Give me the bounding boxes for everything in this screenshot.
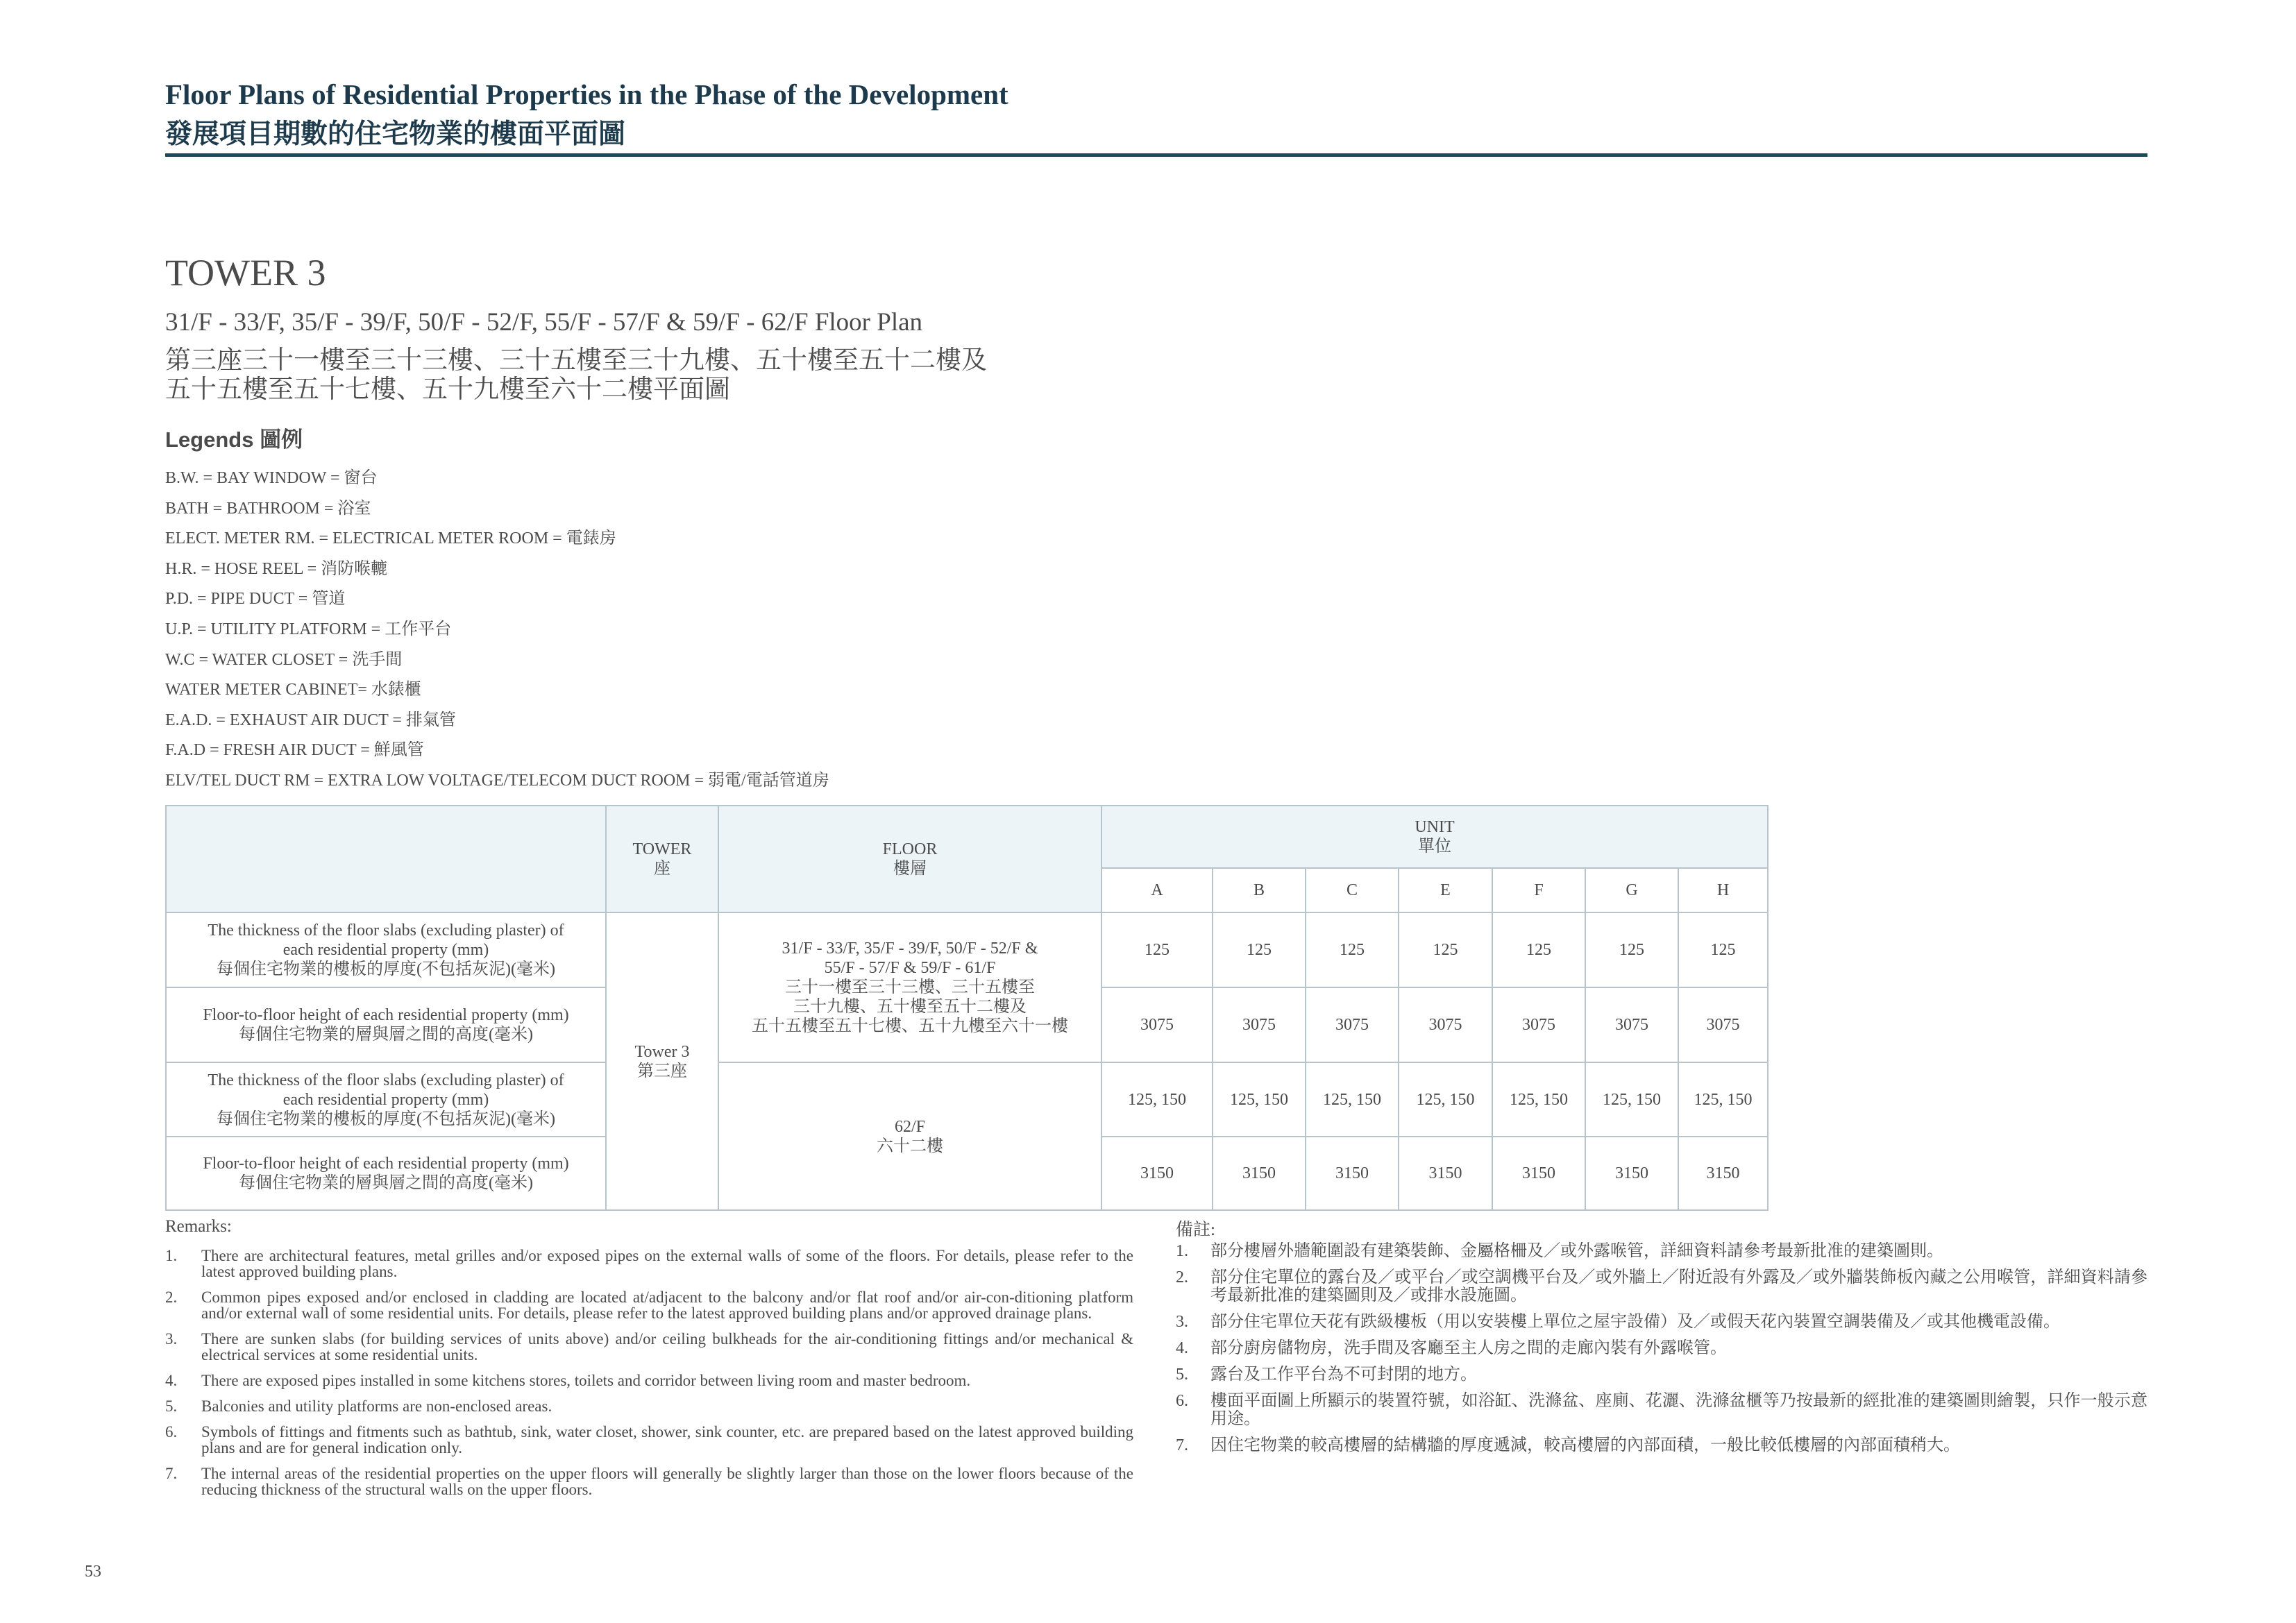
value-cell: 3150 xyxy=(1678,1137,1768,1210)
table-row xyxy=(166,912,1768,987)
unit-col-header: C xyxy=(1306,868,1399,912)
table-row xyxy=(166,1062,1768,1137)
value-cell: 3075 xyxy=(1101,987,1213,1062)
remark-item: 7. 因住宅物業的較高樓層的結構牆的厚度遞減，較高樓層的內部面積，一般比較低樓層的內部面積稍大。 xyxy=(1176,1436,1960,1454)
value-cell: 125 xyxy=(1678,912,1768,987)
remarks-title-zh: 備註: xyxy=(1176,1221,1215,1239)
floor-plan-title-en: 31/F - 33/F, 35/F - 39/F, 50/F - 52/F, 55/F - 57/F & 59/F - 62/F Floor Plan xyxy=(165,308,923,337)
value-cell: 125 xyxy=(1213,912,1306,987)
legend-item: E.A.D. = EXHAUST AIR DUCT = 排氣管 xyxy=(165,711,456,729)
unit-col-header: G xyxy=(1585,868,1678,912)
remarks-title-en: Remarks: xyxy=(165,1217,232,1236)
value-cell: 125, 150 xyxy=(1585,1062,1678,1137)
header-title-en: Floor Plans of Residential Properties in the Phase of the Development xyxy=(165,78,1008,110)
row-label: Floor-to-floor height of each residential property (mm) 每個住宅物業的層與層之間的高度(毫米) xyxy=(166,987,606,1062)
floor-spec-table xyxy=(165,805,1769,1211)
remark-item: 7. The internal areas of the residential properties on the upper floors will generally be slightly larger than those on the lower floors because of the reducing thickness of the structural walls on the upper floors. xyxy=(165,1465,1133,1498)
remark-item: 5. Balconies and utility platforms are non-enclosed areas. xyxy=(165,1397,552,1415)
floor-cell: 31/F - 33/F, 35/F - 39/F, 50/F - 52/F & 55/F - 57/F & 59/F - 61/F 三十一樓至三十三樓、三十五樓至 三十九樓、五十樓至五十二樓及 五十五樓至五十七樓、五十九樓至六十一樓 xyxy=(718,912,1101,1062)
legend-item: W.C = WATER CLOSET = 洗手間 xyxy=(165,650,403,669)
remark-item: 6. 樓面平面圖上所顯示的裝置符號，如浴缸、洗滌盆、座廁、花灑、洗滌盆櫃等乃按最新的經批准的建築圖則繪製，只作一般示意用途。 xyxy=(1176,1392,2147,1428)
value-cell: 125, 150 xyxy=(1101,1062,1213,1137)
remark-item: 4. There are exposed pipes installed in some kitchens stores, toilets and corridor between living room and master bedroom. xyxy=(165,1372,971,1389)
unit-header: UNIT 單位 xyxy=(1101,806,1768,868)
value-cell: 3075 xyxy=(1492,987,1585,1062)
value-cell: 125 xyxy=(1585,912,1678,987)
remark-item: 1. 部分樓層外牆範圍設有建築裝飾、金屬格柵及／或外露喉管，詳細資料請參考最新批准的建築圖則。 xyxy=(1176,1242,1943,1260)
unit-col-header: H xyxy=(1678,868,1768,912)
unit-col-header: A xyxy=(1101,868,1213,912)
floor-plan-title-zh-line1: 第三座三十一樓至三十三樓、三十五樓至三十九樓、五十樓至五十二樓及 xyxy=(165,346,987,375)
remark-item: 3. 部分住宅單位天花有跌級樓板（用以安裝樓上單位之屋宇設備）及／或假天花內裝置空調裝備及／或其他機電設備。 xyxy=(1176,1313,2060,1331)
value-cell: 125, 150 xyxy=(1306,1062,1399,1137)
value-cell: 125, 150 xyxy=(1492,1062,1585,1137)
remark-item: 6. Symbols of fittings and fitments such as bathtub, sink, water closet, shower, sink counter, etc. are prepared based on the latest approved building plans and are for general indication only. xyxy=(165,1423,1133,1456)
remark-item: 1. There are architectural features, metal grilles and/or exposed pipes on the external walls of some of the floors. For details, please refer to the latest approved building plans. xyxy=(165,1247,1133,1280)
row-label: The thickness of the floor slabs (excluding plaster) of each residential property (mm) 每個住宅物業的樓板的厚度(不包括灰泥)(毫米) xyxy=(166,1062,606,1137)
value-cell: 125, 150 xyxy=(1678,1062,1768,1137)
value-cell: 3150 xyxy=(1213,1137,1306,1210)
legend-item: BATH = BATHROOM = 浴室 xyxy=(165,499,371,518)
value-cell: 3150 xyxy=(1399,1137,1492,1210)
page-number: 53 xyxy=(85,1563,101,1581)
value-cell: 3075 xyxy=(1585,987,1678,1062)
value-cell: 3075 xyxy=(1678,987,1768,1062)
value-cell: 125 xyxy=(1306,912,1399,987)
unit-col-header: B xyxy=(1213,868,1306,912)
value-cell: 3075 xyxy=(1213,987,1306,1062)
value-cell: 125, 150 xyxy=(1213,1062,1306,1137)
value-cell: 125 xyxy=(1492,912,1585,987)
value-cell: 3150 xyxy=(1306,1137,1399,1210)
value-cell: 3150 xyxy=(1585,1137,1678,1210)
tower-title: TOWER 3 xyxy=(165,252,326,294)
value-cell: 3150 xyxy=(1492,1137,1585,1210)
header-title-zh: 發展項目期數的住宅物業的樓面平面圖 xyxy=(165,119,626,149)
remark-item: 2. Common pipes exposed and/or enclosed in cladding are located at/adjacent to the balcony and/or flat roof and/or air-con-ditioning platform and/or external wall of some residential units. For details, please refer to the latest approved building plans and/or approved drainage plans. xyxy=(165,1289,1133,1322)
tower-header: TOWER 座 xyxy=(606,806,718,912)
value-cell: 3075 xyxy=(1399,987,1492,1062)
remark-item: 2. 部分住宅單位的露台及／或平台／或空調機平台及／或外牆上／附近設有外露及／或外牆裝飾板內藏之公用喉管，詳細資料請參考最新批准的建築圖則及／或排水設施圖。 xyxy=(1176,1268,2147,1305)
legends-title: Legends 圖例 xyxy=(165,427,303,452)
remarks-list-zh xyxy=(1176,1242,2147,1463)
remark-item: 5. 露台及工作平台為不可封閉的地方。 xyxy=(1176,1366,1477,1384)
legend-item: P.D. = PIPE DUCT = 管道 xyxy=(165,590,346,609)
header-divider xyxy=(165,153,2147,157)
value-cell: 125 xyxy=(1399,912,1492,987)
unit-col-header: E xyxy=(1399,868,1492,912)
value-cell: 3150 xyxy=(1101,1137,1213,1210)
floor-cell: 62/F 六十二樓 xyxy=(718,1062,1101,1210)
value-cell: 125, 150 xyxy=(1399,1062,1492,1137)
row-label: The thickness of the floor slabs (excluding plaster) of each residential property (mm) 每個住宅物業的樓板的厚度(不包括灰泥)(毫米) xyxy=(166,912,606,987)
value-cell: 3075 xyxy=(1306,987,1399,1062)
legend-item: ELECT. METER RM. = ELECTRICAL METER ROOM = 電錶房 xyxy=(165,529,616,548)
tower-cell: Tower 3 第三座 xyxy=(606,912,718,1210)
unit-col-header: F xyxy=(1492,868,1585,912)
legend-item: F.A.D = FRESH AIR DUCT = 鮮風管 xyxy=(165,741,424,760)
legend-item: H.R. = HOSE REEL = 消防喉轆 xyxy=(165,559,388,578)
row-label: Floor-to-floor height of each residential property (mm) 每個住宅物業的層與層之間的高度(毫米) xyxy=(166,1137,606,1210)
legend-item: U.P. = UTILITY PLATFORM = 工作平台 xyxy=(165,620,452,638)
legend-item: WATER METER CABINET= 水錶櫃 xyxy=(165,681,421,699)
floor-header: FLOOR 樓層 xyxy=(718,806,1101,912)
remark-item: 4. 部分廚房儲物房，洗手間及客廳至主人房之間的走廊內裝有外露喉管。 xyxy=(1176,1339,1727,1357)
floor-plan-title-zh-line2: 五十五樓至五十七樓、五十九樓至六十二樓平面圖 xyxy=(165,375,730,404)
legend-item: ELV/TEL DUCT RM = EXTRA LOW VOLTAGE/TELECOM DUCT ROOM = 弱電/電話管道房 xyxy=(165,771,829,790)
table-corner-cell xyxy=(166,806,606,912)
value-cell: 125 xyxy=(1101,912,1213,987)
remarks-list-en xyxy=(165,1248,1133,1507)
legend-item: B.W. = BAY WINDOW = 窗台 xyxy=(165,469,378,487)
legend-list xyxy=(165,464,829,797)
remark-item: 3. There are sunken slabs (for building services of units above) and/or ceiling bulkheads for the air-conditioning fittings and/or mechanical & electrical services at some residential units. xyxy=(165,1330,1133,1363)
